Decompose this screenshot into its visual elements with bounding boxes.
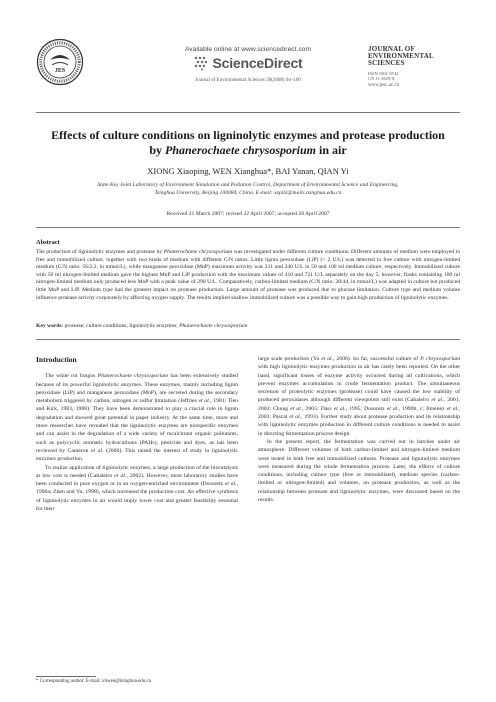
affiliation	[36, 182, 460, 197]
journal-title-line-3: SCIENCES	[368, 59, 405, 68]
article-title	[36, 128, 460, 158]
abstract-bottom-divider	[36, 339, 460, 340]
publisher-header	[140, 46, 356, 83]
abstract-text-part-2: was investigated under different culture conditions. Different amounts of medium were employed in free and immobilized culture, together with two kinds of medium with different C/N ratios. Little lignin peroxidase (LiP) (< 2 U/L) was detected in free culture with nitrogen-limited medium (C/N ratio: 56/2.2, in mmol/L), while manganese peroxidase (MnP) maximum activity was 231 and 240 U/L in 50 and 100 ml medium culture, respectively. Immobilized culture with 50 ml nitrogen-limited medium gave the highest MnP and LiP production with the maximum values of 410 and 721 U/L separately on the day 5; however, flasks containing 100 ml nitrogen-limited medium only produced less MnP with a peak value of 290 U/L. Comparatively, carbon-limited medium (C/N ratio: 28/44, in mmol/L) was adapted in culture but produced little MnP and LiP. Medium type had the greatest impact on protease production. Large amount of protease was produced due to glucose limitation. Culture type and medium volume influence protease activity corporately by affecting oxygen supply. The results implied shallow immobilized culture was a possible way to gain high production of ligninolytic enzymes.	[36, 249, 460, 301]
abstract-species-name: Phanerochaete chrysosporium	[163, 249, 233, 255]
title-line-2-pre: by	[149, 143, 165, 157]
journal-title-line-1: JOURNAL OF	[368, 45, 415, 53]
introduction-heading: Introduction	[36, 355, 77, 364]
journal-issn: ISSN 1001-0742	[368, 70, 399, 76]
sciencedirect-logo	[140, 55, 356, 71]
available-online-text: Available online at www.sciencedirect.com	[184, 46, 312, 53]
journal-masthead	[368, 46, 454, 88]
intro-paragraph-1: The white rot fungus Phanerochaete chrysosporium has been extensively studied because of its powerful ligninolytic enzymes. These enzymes, mainly including lignin peroxidase (LiP) and manganese peroxidase (MnP), are secreted during the secondary metabolism triggered by carbon, nitrogen or sulfur limitation (Jeffries et al., 1981; Tien and Kirk, 1983, 1988). They have been demonstrated to play a crucial role in lignin degradation and showed great potential in paper industry. At the same time, more and more researches have revealed that the ligninolytic enzymes are nonspecific enzymes and can assist in the degradation of a wide variety of recalcitrant organic pollutants, such as polycyclic aromatic hydrocarbons (PAHs), pesticide and dyes, as has been reviewed by Cameron et al. (2000). This raised the interest of study in ligninolytic enzymes production.	[36, 373, 239, 463]
sciencedirect-wordmark: ScienceDirect	[212, 55, 303, 71]
journal-citation-line: Journal of Environmental Sciences 20(2008) 94–100	[195, 78, 301, 83]
intro-paragraph-2: To realize application of ligninolytic enzymes, a large production of the biocatalysts at low cost is needed (Cabaleiro et al., 2002). However, most laboratory studies have been conducted in pure oxygen or in an oxygen-enriched environment (Dosoretz et al., 1990a; Zhen and Yu, 1998), which increased the production cost. An effective synthesis of ligninolytic enzymes in air would imply lower cost and greater feasibility essential for their	[36, 464, 238, 513]
footnote-divider	[36, 676, 96, 677]
corresponding-author-footnote: * Corresponding author. E-mail: xhwen@tsinghua.edu.cn	[36, 679, 152, 684]
journal-url: www.jesc.ac.cn	[368, 82, 400, 88]
journal-cn: CN 11-2629/X	[368, 75, 395, 81]
title-line-2-post: in air	[316, 143, 347, 157]
intro-paragraph-3: In the present report, the fermentation was carried out in batches under air atmosphere. Different volumes of both carbon-limited and nitrogen-limited medium were tested in both free and immobilized cultures. Protease and ligninolytic enzymes were measured during the whole fermentation process. Later, the effects of culture conditions, including culture type (free or immobilized), medium species (carbon-limited or nitrogen-limited) and volumes, on protease production, as well as the relationship between protease and ligninolytic enzymes, were discussed based on the results.	[258, 438, 460, 504]
abstract-top-divider	[36, 227, 460, 228]
title-line-1: Effects of culture conditions on ligninolytic enzymes and protease production	[51, 128, 445, 142]
svg-text:JES: JES	[54, 68, 66, 74]
abstract-heading: Abstract	[36, 239, 60, 246]
affiliation-line-2: Tsinghua University, Beijing 100084, China. E-mail: xxp02@mails.tsinghua.edu.cn	[154, 189, 342, 196]
journal-title-line-2: ENVIRONMENTAL	[368, 52, 434, 61]
header-divider	[36, 112, 460, 113]
received-dates: Received 21 March 2007; revised 22 April 2007; accepted 28 April 2007	[166, 211, 330, 217]
keywords	[36, 323, 460, 331]
abstract-text-part-1: The production of ligninolytic enzymes and protease by	[36, 249, 164, 255]
right-column	[258, 355, 460, 504]
sciencedirect-mark-icon	[193, 55, 209, 71]
author-list: XIONG Xiaoping, WEN Xianghua*, BAI Yanan, QIAN Yi	[147, 166, 349, 176]
title-species-name: Phanerochaete chrysosporium	[165, 143, 317, 157]
keywords-list: : protease; culture conditions; ligninolytic enzymes;	[61, 323, 180, 329]
abstract-text	[36, 249, 460, 302]
affiliation-line-1: State Key Joint Laboratory of Environment Simulation and Pollution Control, Department of Environmental Science and Engineering,	[97, 182, 399, 188]
left-column	[36, 356, 238, 513]
intro-paragraph-2-continued: large scale production (Yu et al., 2006). So far, successful culture of P. chrysosporium with high ligninolytic enzymes production in air has rarely been reported. On the other hand, significant losses of enzyme activity occurred during all cultivations, which prevent enzymes accumulation in crude fermentation product. The simultaneous secretion of proteolytic enzymes (protease) could have caused the low stability of produced peroxidases although different viewpoints still exist (Cabaleiro et al., 2001, 2002; Chung et al., 2005; Dass et al., 1995; Dosoretz et al., 1990b, c; Jimenez et al., 2003; Pascal et al., 1993). Further study about protease production and its relationship with ligninolytic enzymes production in different culture conditions is needed to assist in directing fermentation process design.	[258, 356, 460, 437]
keywords-species: Phanerochaete chrysosporium	[179, 323, 248, 329]
journal-seal-logo	[36, 38, 84, 86]
keywords-label: Key words	[36, 323, 62, 329]
